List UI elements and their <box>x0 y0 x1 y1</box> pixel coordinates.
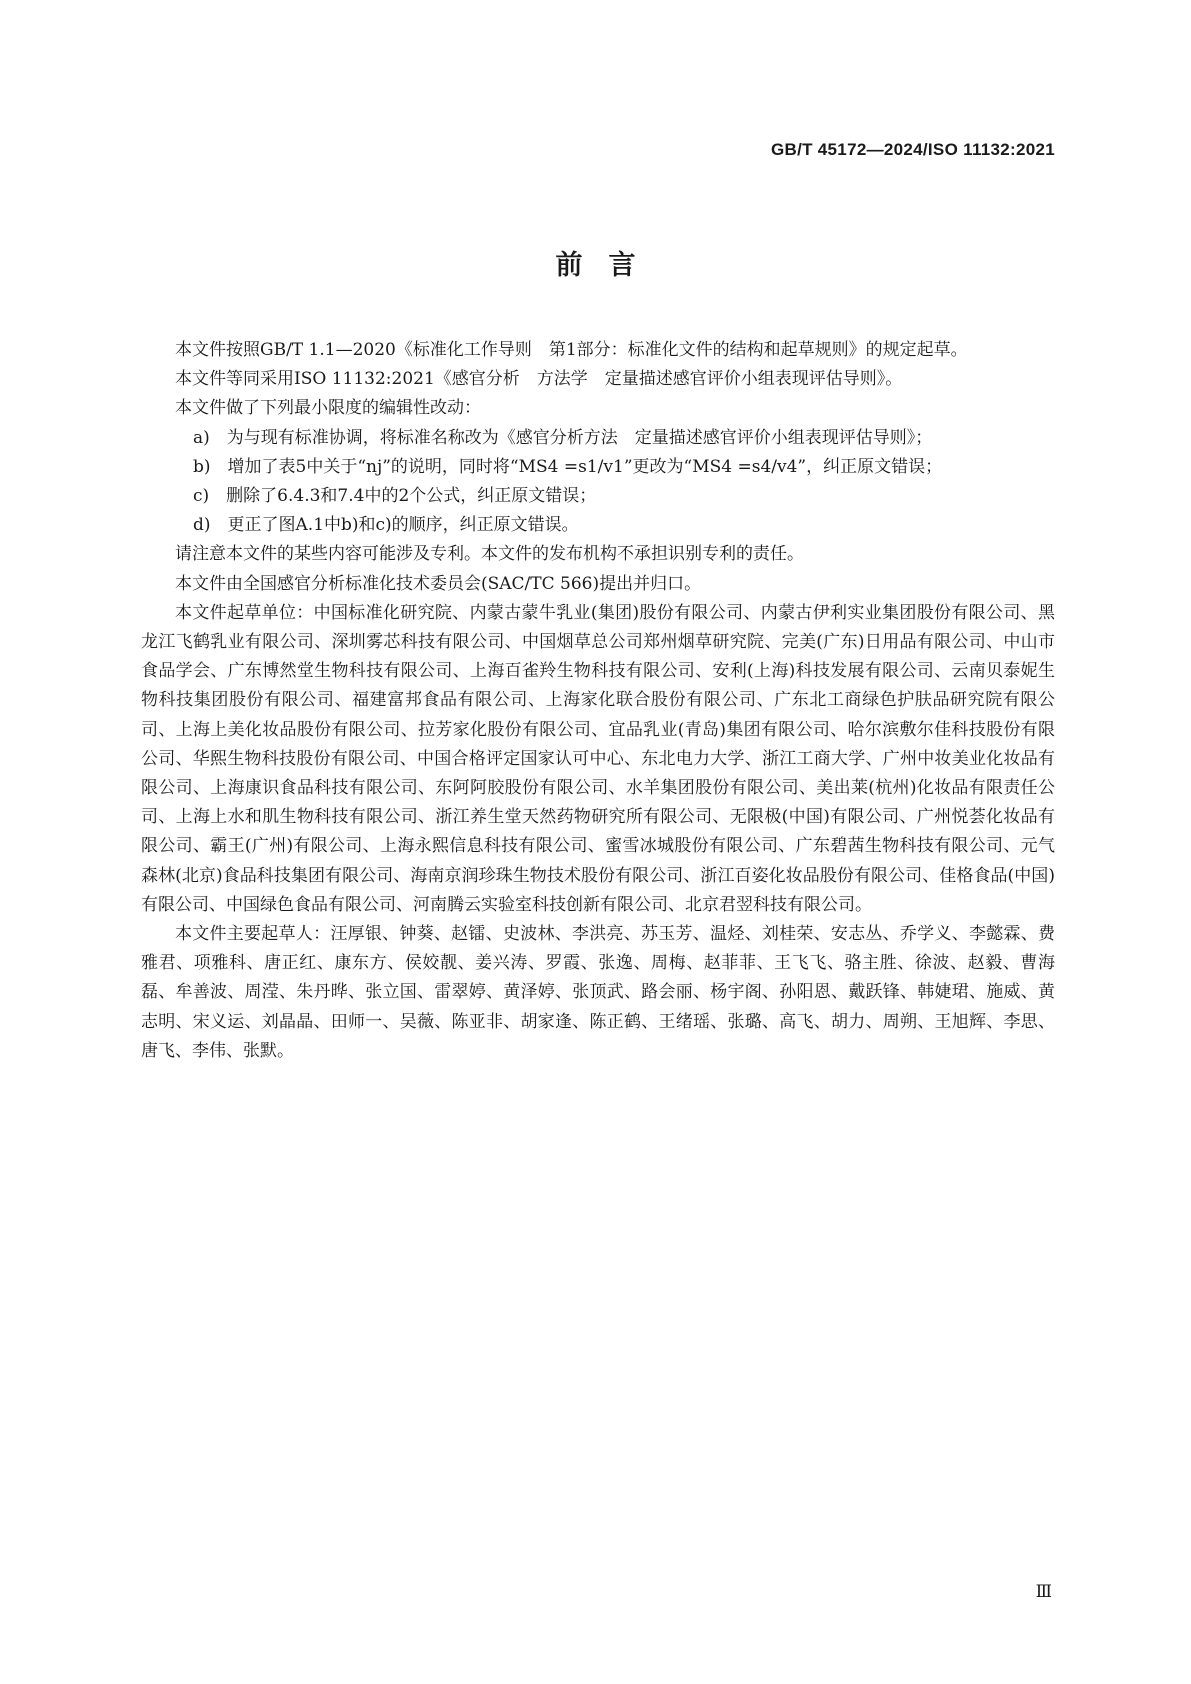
paragraph-drafters: 本文件主要起草人：汪厚银、钟葵、赵镭、史波林、李洪亮、苏玉芳、温烃、刘桂荣、安志丛、乔学义、李懿霖、费雅君、项雅科、唐正红、康东方、侯姣靓、姜兴涛、罗霞、张逸、周梅、赵菲菲、王飞飞、骆主胜、徐波、赵毅、曹海磊、牟善波、周滢、朱丹晔、张立国、雷翠婷、黄泽婷、张顶武、路会丽、杨宇阁、孙阳恩、戴跃锋、韩婕珺、施威、黄志明、宋义运、刘晶晶、田师一、吴薇、陈亚非、胡家逢、陈正鹤、王绪瑶、张璐、高飞、胡力、周朔、王旭辉、李思、唐飞、李伟、张默。 <box>141 924 1055 1061</box>
page-title: 前言 <box>555 250 662 281</box>
list-item-b: b) 增加了表5中关于“nj”的说明，同时将“MS4 =s1/v1”更改为“MS4 =s4/v4”，纠正原文错误； <box>193 456 943 477</box>
paragraph-drafting-rules: 本文件按照GB/T 1.1—2020《标准化工作导则 第1部分：标准化文件的结构和起草规则》的规定起草。 <box>175 340 968 360</box>
paragraph-drafting-units: 本文件起草单位：中国标准化研究院、内蒙古蒙牛乳业(集团)股份有限公司、内蒙古伊利实业集团股份有限公司、黑龙江飞鹤乳业有限公司、深圳雾芯科技有限公司、中国烟草总公司郑州烟草研究院、完美(广东)日用品有限公司、中山市食品学会、广东博然堂生物科技有限公司、上海百雀羚生物科技有限公司、安利(上海)科技发展有限公司、云南贝泰妮生物科技集团股份有限公司、福建富邦食品有限公司、上海家化联合股份有限公司、广东北工商绿色护肤品研究院有限公司、上海上美化妆品股份有限公司、拉芳家化股份有限公司、宜品乳业(青岛)集团有限公司、哈尔滨敷尔佳科技股份有限公司、华熙生物科技股份有限公司、中国合格评定国家认可中心、东北电力大学、浙江工商大学、广州中妆美业化妆品有限公司、上海康识食品科技有限公司、东阿阿胶股份有限公司、水羊集团股份有限公司、美出莱(杭州)化妆品有限责任公司、上海上水和肌生物科技有限公司、浙江养生堂天然药物研究所有限公司、无限极(中国)有限公司、广州悦荟化妆品有限公司、霸王(广州)有限公司、上海永熙信息科技有限公司、蜜雪冰城股份有限公司、广东碧茜生物科技有限公司、元气森林(北京)食品科技集团有限公司、海南京润珍珠生物技术股份有限公司、浙江百姿化妆品股份有限公司、佳格食品(中国)有限公司、中国绿色食品有限公司、河南腾云实验室科技创新有限公司、北京君翌科技有限公司。 <box>141 602 1055 915</box>
paragraph-adoption: 本文件等同采用ISO 11132:2021《感官分析 方法学 定量描述感官评价小组表现评估导则》。 <box>175 369 903 390</box>
foreword-body <box>141 336 1055 1066</box>
page-number: Ⅲ <box>1035 1582 1052 1602</box>
list-item-d: d) 更正了图A.1中b)和c)的顺序，纠正原文错误。 <box>193 515 579 536</box>
paragraph-editorial-changes: 本文件做了下列最小限度的编辑性改动： <box>175 398 481 419</box>
paragraph-committee: 本文件由全国感官分析标准化技术委员会(SAC/TC 566)提出并归口。 <box>175 573 702 594</box>
standard-number: GB/T 45172—2024/ISO 11132:2021 <box>770 140 1055 159</box>
list-item-a: a) 为与现有标准协调，将标准名称改为《感官分析方法 定量描述感官评价小组表现评估导则》； <box>193 427 933 448</box>
paragraph-patent-notice: 请注意本文件的某些内容可能涉及专利。本文件的发布机构不承担识别专利的责任。 <box>175 544 804 565</box>
list-item-c: c) 删除了6.4.3和7.4中的2个公式，纠正原文错误； <box>193 486 597 507</box>
